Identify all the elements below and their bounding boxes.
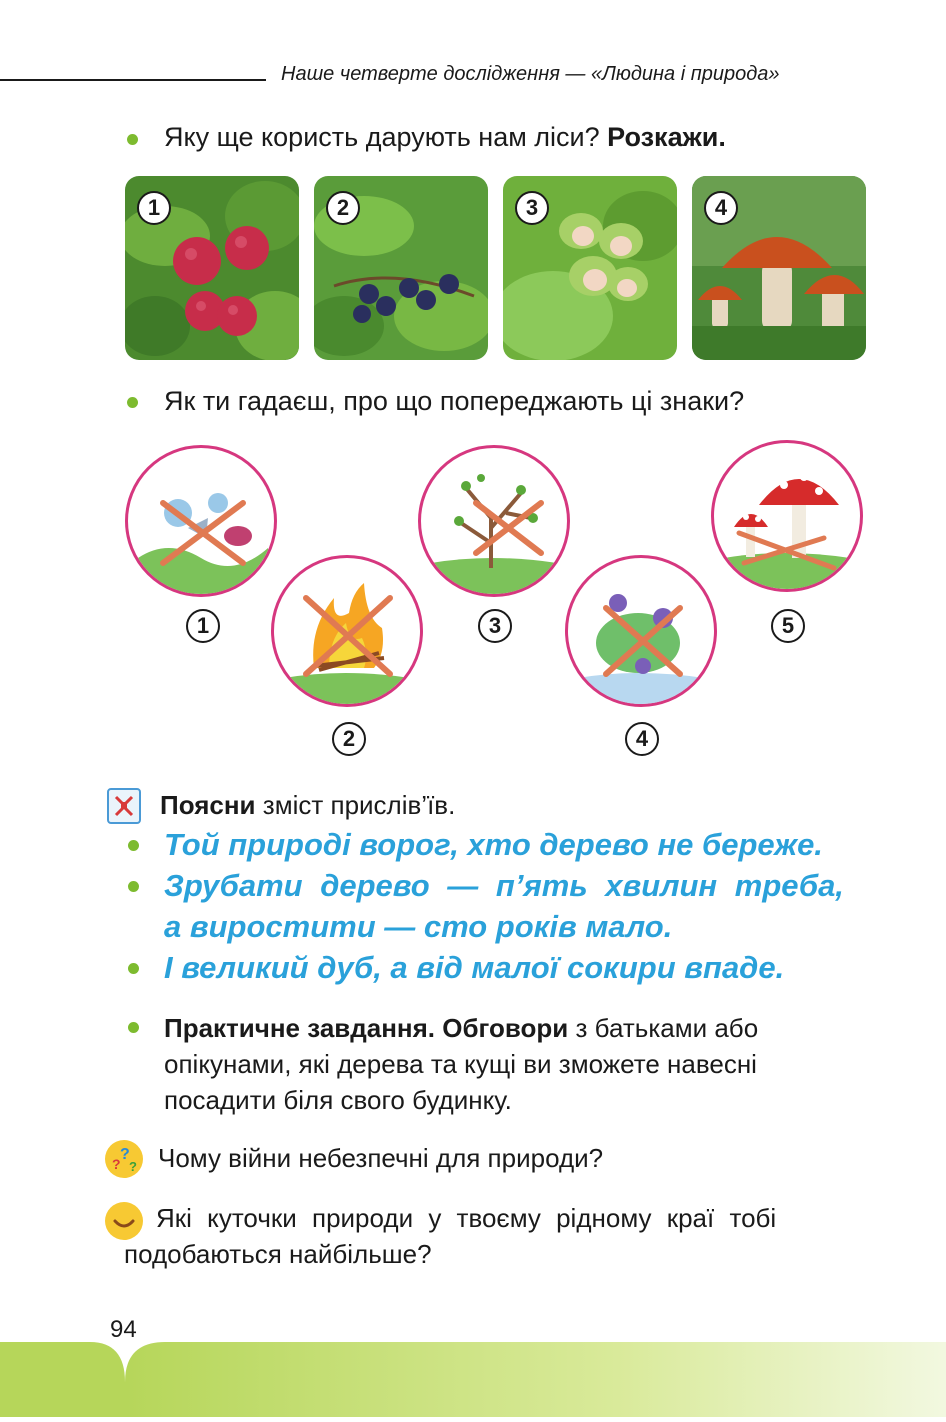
svg-text:?: ? — [120, 1146, 130, 1163]
bullet — [128, 840, 139, 851]
sign-no-fire — [271, 555, 423, 707]
header-title: Наше четверте дослідження — «Людина і природа» — [281, 63, 780, 85]
photo-number: 1 — [137, 191, 171, 225]
photo-blueberry — [314, 176, 488, 360]
proverb-2-line-1: Зрубати дерево — п’ять хвилин треба, — [164, 868, 844, 903]
svg-text:?: ? — [112, 1156, 121, 1172]
bullet — [128, 881, 139, 892]
bullet — [127, 397, 138, 408]
page-number: 94 — [110, 1316, 137, 1343]
question-3: Чому війни небезпечні для природи? — [158, 1143, 604, 1173]
ornament-book-icon — [106, 787, 142, 825]
sign-number: 5 — [771, 609, 805, 643]
bullet — [128, 1022, 139, 1033]
photo-number: 4 — [704, 191, 738, 225]
photo-mushroom — [692, 176, 866, 360]
practical-task-line-1: Практичне завдання. Обговори з батьками або — [164, 1013, 759, 1043]
bullet — [128, 963, 139, 974]
proverb-3: І великий дуб, а від малої сокири впаде. — [164, 950, 785, 985]
practical-task-line-2: опікунами, які дерева та кущі ви зможете навесні — [164, 1049, 757, 1079]
photo-number: 3 — [515, 191, 549, 225]
practical-task — [164, 1010, 758, 1118]
proverb-1: Той природі ворог, хто дерево не береже. — [164, 827, 823, 862]
svg-text:?: ? — [129, 1159, 137, 1174]
smiley-icon — [104, 1201, 144, 1241]
proverbs-task-text: зміст прислів’їв. — [262, 790, 456, 820]
photo-hazelnut — [503, 176, 677, 360]
bullet — [127, 134, 138, 145]
header-rule — [0, 79, 266, 81]
proverb-2-line-2: а виростити — сто років мало. — [164, 909, 673, 944]
sign-number: 3 — [478, 609, 512, 643]
proverbs-task-emphasis: Поясни — [160, 790, 256, 820]
question-4-line-1: Які куточки природи у твоєму рідному краї тобі — [156, 1203, 777, 1233]
sign-no-breaking-branches — [418, 445, 570, 597]
question-1-emphasis: Розкажи. — [607, 122, 726, 152]
proverbs-task — [160, 790, 455, 821]
question-icon — [104, 1139, 144, 1179]
practical-task-line-3: посадити біля свого будинку. — [164, 1085, 512, 1115]
footer-band — [0, 1342, 946, 1417]
question-1 — [164, 122, 726, 153]
sign-no-kicking-mushrooms — [711, 440, 863, 592]
practical-task-emphasis: Практичне завдання. Обговори — [164, 1013, 569, 1043]
sign-no-picking-flowers — [565, 555, 717, 707]
question-4-line-2: подобаються найбільше? — [124, 1239, 432, 1269]
sign-number: 2 — [332, 722, 366, 756]
question-1-text: Яку ще користь дарують нам ліси? — [164, 122, 600, 152]
sign-number: 4 — [625, 722, 659, 756]
sign-number: 1 — [186, 609, 220, 643]
photo-number: 2 — [326, 191, 360, 225]
question-2: Як ти гадаєш, про що попереджають ці знаки? — [164, 386, 745, 416]
photo-raspberry — [125, 176, 299, 360]
sign-no-littering — [125, 445, 277, 597]
